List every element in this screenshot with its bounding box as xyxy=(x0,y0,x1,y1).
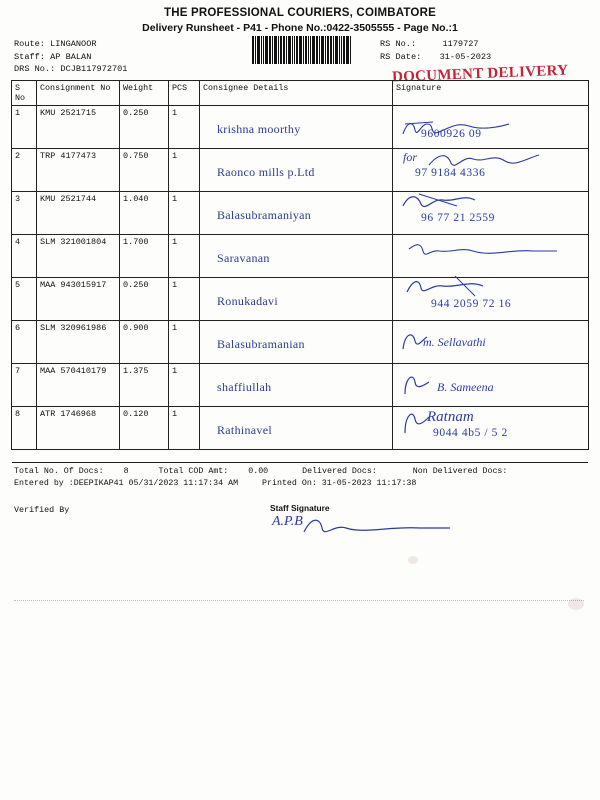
table-row xyxy=(12,192,589,235)
staff-signature-ink: A.P.B xyxy=(272,514,303,529)
cell-consignee xyxy=(200,192,393,235)
footer-summary xyxy=(14,466,586,490)
table-row xyxy=(12,149,589,192)
cell-pcs: 1 xyxy=(169,321,200,364)
signature-scribble-icon xyxy=(403,274,553,300)
table-row xyxy=(12,364,589,407)
rs-no-label: RS No.: xyxy=(380,39,417,49)
cell-signature xyxy=(393,278,589,321)
footer-row-totals xyxy=(14,466,586,478)
cell-signature xyxy=(393,235,589,278)
verified-by-label: Verified By xyxy=(14,505,70,515)
signature-number: 97 9184 4336 xyxy=(415,167,486,179)
consignee-handwriting: Rathinavel xyxy=(217,423,272,437)
cell-consignment: KMU 2521744 xyxy=(37,192,120,235)
cell-consignee xyxy=(200,106,393,149)
cell-consignment: SLM 320961986 xyxy=(37,321,120,364)
cell-pcs: 1 xyxy=(169,278,200,321)
cell-consignment: ATR 1746968 xyxy=(37,407,120,450)
route-line: Route: LINGANOOR xyxy=(14,39,97,49)
consignee-handwriting: Ronukadavi xyxy=(217,294,278,308)
cell-weight: 1.700 xyxy=(120,235,169,278)
consignee-handwriting: Saravanan xyxy=(217,251,270,265)
signature-scribble-icon xyxy=(399,192,549,214)
table-row xyxy=(12,235,589,278)
col-sno: S No xyxy=(12,81,37,106)
cell-signature xyxy=(393,106,589,149)
cell-sno: 4 xyxy=(12,235,37,278)
cell-weight: 0.900 xyxy=(120,321,169,364)
cell-consignee xyxy=(200,364,393,407)
signature-number: 96 77 21 2559 xyxy=(421,212,495,224)
meta-right-block xyxy=(380,38,491,63)
col-consignee: Consignee Details xyxy=(200,81,393,106)
rs-date-value: 31-05-2023 xyxy=(439,51,492,62)
cell-consignee xyxy=(200,407,393,450)
signature-number: 9600926 09 xyxy=(421,128,482,140)
consignee-handwriting: Raonco mills p.Ltd xyxy=(217,165,315,179)
table-row xyxy=(12,321,589,364)
total-cod-label: Total COD Amt: xyxy=(158,467,229,476)
cell-weight: 0.250 xyxy=(120,106,169,149)
signature-scribble-icon xyxy=(407,241,567,263)
col-consignment: Consignment No xyxy=(37,81,120,106)
total-docs-value: 8 xyxy=(123,467,129,476)
consignee-handwriting: Balasubramaniyan xyxy=(217,208,312,222)
footer-top-rule xyxy=(12,462,588,463)
rs-date-row xyxy=(380,51,491,64)
cell-sno: 8 xyxy=(12,407,37,450)
non-delivered-docs-label: Non Delivered Docs: xyxy=(412,467,508,476)
cell-pcs: 1 xyxy=(169,106,200,149)
cell-weight: 0.120 xyxy=(120,407,169,450)
cell-pcs: 1 xyxy=(169,364,200,407)
cell-signature xyxy=(393,364,589,407)
cell-sno: 5 xyxy=(12,278,37,321)
consignee-handwriting: shaffiullah xyxy=(217,380,272,394)
table-row xyxy=(12,278,589,321)
footer-row-entered xyxy=(14,478,586,490)
drs-line: DRS No.: DCJB117972701 xyxy=(14,64,128,74)
cell-consignee xyxy=(200,149,393,192)
cell-sno: 6 xyxy=(12,321,37,364)
consignee-handwriting: Balasubramanian xyxy=(217,337,305,351)
cell-pcs: 1 xyxy=(169,149,200,192)
cell-consignee xyxy=(200,235,393,278)
col-weight: Weight xyxy=(120,81,169,106)
cell-consignment: MAA 943015917 xyxy=(37,278,120,321)
cell-consignment: TRP 4177473 xyxy=(37,149,120,192)
signature-ink: for xyxy=(403,150,418,164)
staff-signature-scribble-icon xyxy=(300,512,470,542)
cell-signature xyxy=(393,192,589,235)
page-fold-line xyxy=(14,600,584,601)
printed-on-text: Printed On: 31-05-2023 11:17:38 xyxy=(262,479,417,488)
rs-no-row xyxy=(380,38,491,51)
signature-ink: Ratnam xyxy=(427,409,474,425)
cell-consignment: SLM 321001804 xyxy=(37,235,120,278)
table-header-row xyxy=(12,81,589,106)
runsheet-subtitle: Delivery Runsheet - P41 - Phone No.:0422-3505555 - Page No.:1 xyxy=(142,22,458,34)
cell-pcs: 1 xyxy=(169,235,200,278)
col-pcs: PCS xyxy=(169,81,200,106)
signature-ink: B. Sameena xyxy=(437,380,494,394)
cell-sno: 3 xyxy=(12,192,37,235)
meta-left-block xyxy=(14,38,127,76)
cell-signature xyxy=(393,407,589,450)
table-row xyxy=(12,106,589,149)
signature-number: 9044 4b5 / 5 2 xyxy=(433,427,508,439)
cell-weight: 1.040 xyxy=(120,192,169,235)
cell-signature xyxy=(393,321,589,364)
document-delivery-stamp: DOCUMENT DELIVERY xyxy=(391,62,569,86)
signature-scribble-icon xyxy=(399,372,435,396)
cell-sno: 2 xyxy=(12,149,37,192)
cell-sno: 7 xyxy=(12,364,37,407)
staff-line: Staff: AP BALAN xyxy=(14,51,92,62)
col-signature: Signature xyxy=(393,81,589,106)
cell-pcs: 1 xyxy=(169,407,200,450)
cell-sno: 1 xyxy=(12,106,37,149)
cell-consignee xyxy=(200,321,393,364)
rs-no-value: 1179727 xyxy=(442,39,479,49)
delivered-docs-label: Delivered Docs: xyxy=(302,467,377,476)
rs-date-label: RS Date: xyxy=(380,51,422,62)
cell-consignee xyxy=(200,278,393,321)
signature-number: 944 2059 72 16 xyxy=(431,298,512,310)
table-row xyxy=(12,407,589,450)
signature-ink: m. Sellavathi xyxy=(423,335,486,349)
cell-consignment: MAA 570410179 xyxy=(37,364,120,407)
runsheet-table xyxy=(11,80,589,450)
cell-signature xyxy=(393,149,589,192)
staff-signature-label: Staff Signature xyxy=(270,503,330,513)
paper-smudge xyxy=(408,556,418,564)
consignee-handwriting: krishna moorthy xyxy=(217,122,301,136)
cell-consignment: KMU 2521715 xyxy=(37,106,120,149)
meta-row xyxy=(0,36,600,84)
entered-by-text: Entered by :DEEPIKAP41 05/31/2023 11:17:34 AM xyxy=(14,479,239,488)
total-cod-value: 0.00 xyxy=(248,467,269,476)
total-docs-label: Total No. Of Docs: xyxy=(14,467,104,476)
cell-weight: 0.750 xyxy=(120,149,169,192)
barcode-icon xyxy=(252,36,364,66)
cell-weight: 0.250 xyxy=(120,278,169,321)
cell-weight: 1.375 xyxy=(120,364,169,407)
cell-pcs: 1 xyxy=(169,192,200,235)
company-title: THE PROFESSIONAL COURIERS, COIMBATORE xyxy=(164,7,436,19)
paper-smudge xyxy=(568,598,584,610)
